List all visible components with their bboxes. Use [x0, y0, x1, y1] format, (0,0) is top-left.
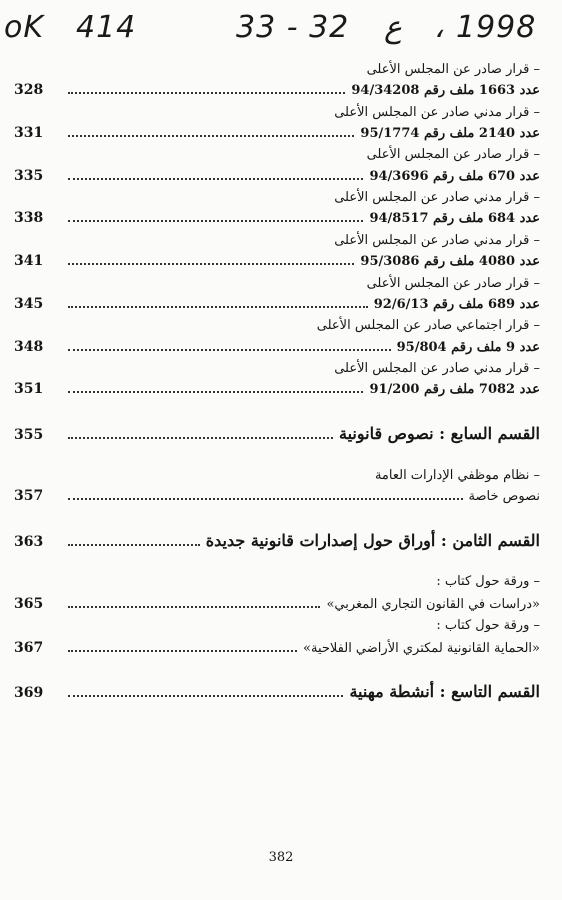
- toc-entry: [14, 381, 540, 397]
- toc-entry-text: – قرار صادر عن المجلس الأعلى: [366, 276, 540, 291]
- dot-leader: [68, 694, 343, 697]
- toc-entry: [14, 210, 540, 226]
- toc-entry: [14, 596, 540, 612]
- toc-page-number: 357: [14, 488, 44, 504]
- handwritten-pages: 33 - 32: [236, 10, 350, 45]
- toc-entry: [14, 640, 540, 656]
- toc-entry-title: [14, 147, 540, 162]
- toc-entry-title: [14, 233, 540, 248]
- toc-entry-title: [14, 468, 540, 483]
- toc-entry-text: – قرار مدني صادر عن المجلس الأعلى: [334, 361, 540, 376]
- toc-entry-text: عدد 4080 ملف رقم 95/3086: [360, 254, 540, 269]
- dot-leader: [68, 219, 363, 222]
- toc-section-heading: [14, 682, 540, 701]
- toc-entry-text: – قرار مدني صادر عن المجلس الأعلى: [334, 233, 540, 248]
- toc-entry: [14, 168, 540, 184]
- toc-entry: [14, 125, 540, 141]
- toc-entry-title: [14, 105, 540, 120]
- toc-section-text: القسم السابع : نصوص قانونية: [339, 424, 540, 443]
- dot-leader: [68, 390, 363, 393]
- dot-leader: [68, 262, 354, 265]
- toc-entry-title: [14, 190, 540, 205]
- toc-page-number: 365: [14, 596, 44, 612]
- toc-section-heading: [14, 424, 540, 443]
- toc-entry-title: [14, 361, 540, 376]
- handwritten-comma: ،: [434, 10, 444, 45]
- handwritten-year: 1998: [456, 10, 537, 45]
- toc-page-number: 348: [14, 339, 44, 355]
- dot-leader: [68, 436, 333, 439]
- toc-entry-title: [14, 276, 540, 291]
- handwritten-annotation: [4, 10, 554, 54]
- toc-entry-title: [14, 574, 540, 589]
- dot-leader: [68, 134, 354, 137]
- toc-page-number: 363: [14, 534, 44, 550]
- toc-entry-text: «دراسات في القانون التجاري المغربي»: [326, 597, 540, 612]
- toc-entry-title: [14, 618, 540, 633]
- dot-leader: [68, 649, 297, 652]
- toc-entry-text: عدد 689 ملف رقم 92/6/13: [373, 297, 540, 312]
- toc-entry-text: «الحماية القانونية لمكتري الأراضي الفلاحية»: [303, 641, 540, 656]
- toc-entry-title: [14, 318, 540, 333]
- toc-entry: [14, 488, 540, 504]
- toc-section-text: القسم التاسع : أنشطة مهنية: [349, 682, 540, 701]
- handwritten-code: oK: [4, 10, 45, 45]
- table-of-contents: [0, 58, 562, 858]
- toc-entry-text: عدد 9 ملف رقم 95/804: [396, 340, 540, 355]
- handwritten-number: 414: [76, 10, 137, 45]
- dot-leader: [68, 91, 345, 94]
- dot-leader: [68, 497, 463, 500]
- toc-entry-text: عدد 670 ملف رقم 94/3696: [369, 169, 540, 184]
- toc-page-number: 341: [14, 253, 44, 269]
- toc-page-number: 369: [14, 685, 44, 701]
- toc-entry-text: – نظام موظفي الإدارات العامة: [374, 468, 540, 483]
- toc-entry-title: [14, 62, 540, 77]
- toc-entry-text: – قرار مدني صادر عن المجلس الأعلى: [334, 190, 540, 205]
- toc-entry: [14, 339, 540, 355]
- dot-leader: [68, 543, 200, 546]
- toc-page-number: 345: [14, 296, 44, 312]
- handwritten-letter: ع: [384, 10, 402, 45]
- dot-leader: [68, 605, 320, 608]
- dot-leader: [68, 177, 363, 180]
- page-number-footer: 382: [268, 850, 294, 865]
- toc-page-number: 331: [14, 125, 44, 141]
- dot-leader: [68, 305, 368, 308]
- toc-page-number: 328: [14, 82, 44, 98]
- toc-entry-text: – قرار مدني صادر عن المجلس الأعلى: [334, 105, 540, 120]
- toc-section-heading: [14, 531, 540, 550]
- toc-entry-text: عدد 1663 ملف رقم 94/34208: [351, 83, 540, 98]
- toc-section-text: القسم الثامن : أوراق حول إصدارات قانونية جديدة: [205, 531, 540, 550]
- toc-entry-text: نصوص خاصة: [468, 489, 540, 504]
- toc-page-number: 355: [14, 427, 44, 443]
- toc-entry-text: – ورقة حول كتاب :: [436, 618, 540, 633]
- toc-page-number: 351: [14, 381, 44, 397]
- toc-entry: [14, 82, 540, 98]
- toc-entry-text: – ورقة حول كتاب :: [436, 574, 540, 589]
- toc-entry-text: عدد 7082 ملف رقم 91/200: [369, 382, 540, 397]
- dot-leader: [68, 348, 391, 351]
- toc-entry: [14, 296, 540, 312]
- toc-page-number: 367: [14, 640, 44, 656]
- toc-entry-text: – قرار اجتماعي صادر عن المجلس الأعلى: [316, 318, 540, 333]
- toc-entry-text: – قرار صادر عن المجلس الأعلى: [366, 62, 540, 77]
- toc-page-number: 335: [14, 168, 44, 184]
- toc-entry-text: – قرار صادر عن المجلس الأعلى: [366, 147, 540, 162]
- toc-entry-text: عدد 2140 ملف رقم 95/1774: [360, 126, 540, 141]
- toc-entry-text: عدد 684 ملف رقم 94/8517: [369, 211, 540, 226]
- toc-page-number: 338: [14, 210, 44, 226]
- toc-entry: [14, 253, 540, 269]
